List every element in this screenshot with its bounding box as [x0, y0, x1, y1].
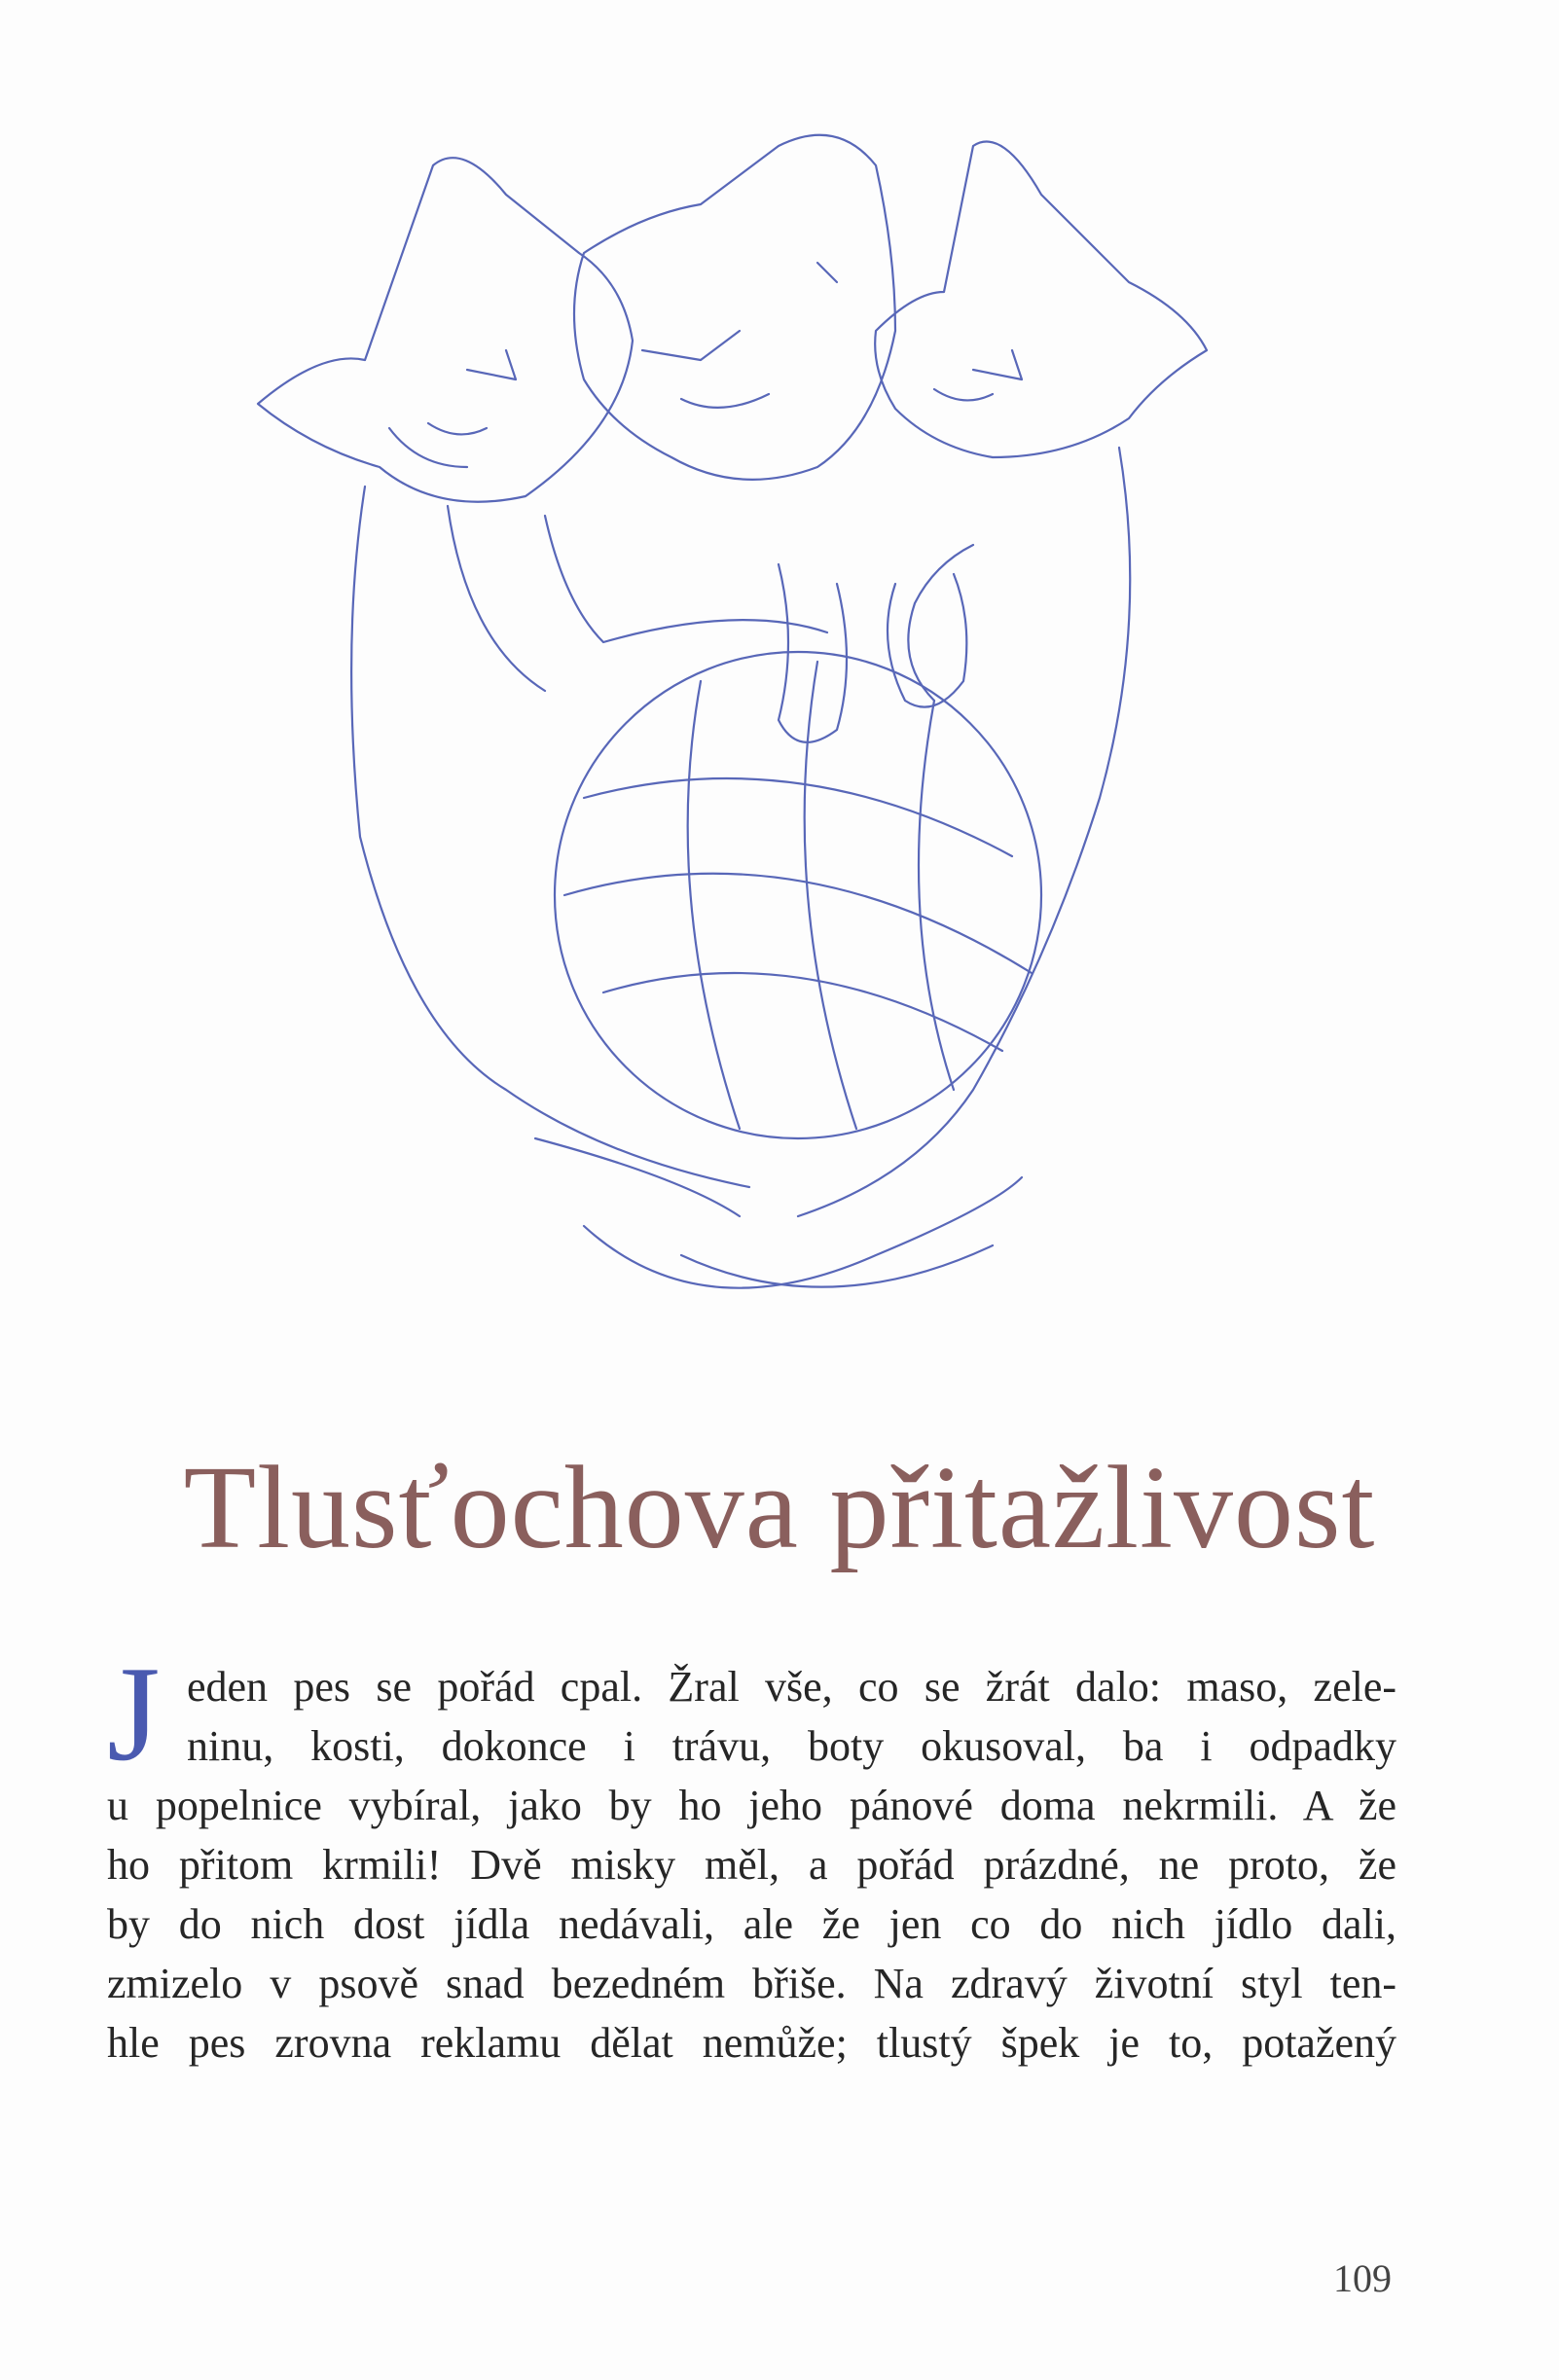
- text-line: by do nich dost jídla nedávali, ale že jen co do nich jídlo dali,: [107, 1900, 1396, 1948]
- text-line: zmizelo v psově snad bezedném břiše. Na zdravý životní styl ten-: [107, 1960, 1396, 2007]
- body-paragraph: [107, 1639, 1396, 2073]
- text-line: ninu, kosti, dokonce i trávu, boty okusoval, ba i odpadky: [187, 1722, 1396, 1770]
- text-line: u popelnice vybíral, jako by ho jeho pánové doma nekrmili. A že: [107, 1782, 1396, 1829]
- text-line: hle pes zrovna reklamu dělat nemůže; tlustý špek je to, potažený: [107, 2019, 1396, 2067]
- text-line: eden pes se pořád cpal. Žral vše, co se žrát dalo: maso, zele-: [187, 1663, 1396, 1711]
- text-line: ho přitom krmili! Dvě misky měl, a pořád prázdné, ne proto, že: [107, 1841, 1396, 1889]
- cats-illustration: [195, 58, 1362, 1421]
- page-number: 109: [1333, 2256, 1392, 2300]
- drop-cap: J: [107, 1639, 161, 1789]
- chapter-title: Tlusťochova přitažlivost: [183, 1442, 1376, 1573]
